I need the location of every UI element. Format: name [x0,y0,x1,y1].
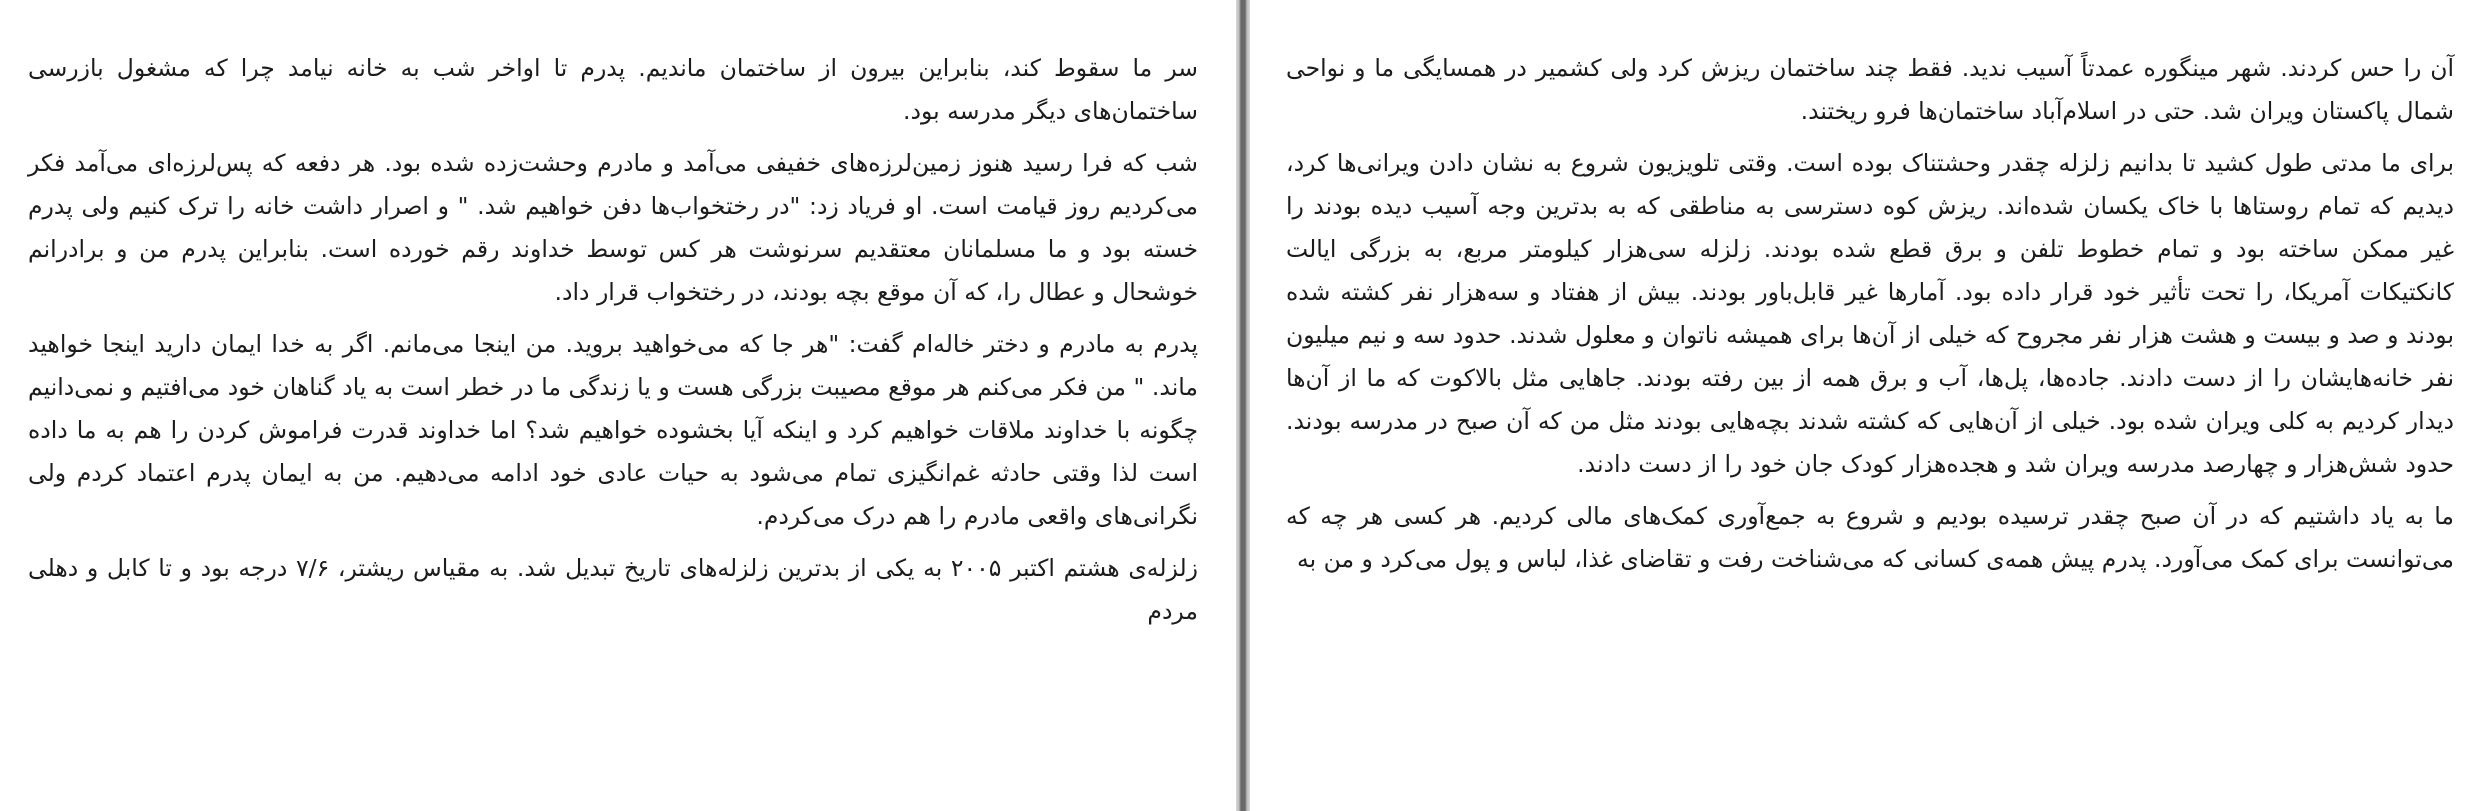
left-page-text [28,47,1198,642]
page-divider [1236,0,1250,811]
left-paragraph-3: پدرم به مادرم و دختر خاله‌ام گفت: "هر جا که می‌خواهید بروید. من اینجا می‌مانم. اگر به خدا ایمان دارید اینجا خواهید ماند. " من فکر می‌کنم هر موقع مصیبت بزرگی هست و یا زندگی ما در خطر است به یاد گناهان خود می‌افتیم و نمی‌دانیم چگونه با خداوند ملاقات خواهیم کرد و اینکه آیا بخشوده خواهیم شد؟ اما خداوند قدرت فراموش کردن را هم به ما داده است لذا وقتی حادثه غم‌انگیزی تمام می‌شود به حیات عادی خود ادامه می‌دهیم. من به ایمان پدرم اعتماد کردم ولی نگرانی‌های واقعی مادرم را هم درک می‌کردم. [28,330,1198,530]
left-paragraph-2: شب که فرا رسید هنوز زمین‌لرزه‌های خفیفی می‌آمد و مادرم وحشت‌زده شده بود. هر دفعه که پس‌لرزه‌ای می‌آمد فکر می‌کردیم روز قیامت است. او فریاد زد: "در رختخواب‌ها دفن خواهیم شد. " و اصرار داشت خانه را ترک کنیم ولی پدرم خسته بود و ما مسلمانان معتقدیم سرنوشت هر کس توسط خداوند رقم خورده است. بنابراین پدرم من و برادرانم خوشحال و عطال را، که آن موقع بچه بودند، در رختخواب قرار داد. [28,149,1198,306]
right-page [1250,0,2482,811]
right-paragraph-1: آن را حس کردند. شهر مینگوره عمدتاً آسیب ندید. فقط چند ساختمان ریزش کرد ولی کشمیر در همسایگی ما و نواحی شمال پاکستان ویران شد. حتی در اسلام‌آباد ساختمان‌ها فرو ریختند. [1286,54,2454,125]
left-paragraph-4: زلزله‌ی هشتم اکتبر ۲۰۰۵ به یکی از بدترین زلزله‌های تاریخ تبدیل شد. به مقیاس ریشتر، ۷/۶ درجه بود و تا کابل و دهلی مردم [28,554,1198,625]
right-paragraph-3: ما به یاد داشتیم که در آن صبح چقدر ترسیده بودیم و شروع به جمع‌آوری کمک‌های مالی کردیم. هر کسی هر چه که می‌توانست برای کمک می‌آورد. پدرم پیش همه‌ی کسانی که می‌شناخت رفت و تقاضای غذا، لباس و پول می‌کرد و من به [1286,502,2454,573]
left-page [0,0,1236,811]
left-paragraph-1: سر ما سقوط کند، بنابراین بیرون از ساختمان ماندیم. پدرم تا اواخر شب به خانه نیامد چرا که مشغول بازرسی ساختمان‌های دیگر مدرسه بود. [28,54,1198,125]
right-paragraph-2: برای ما مدتی طول کشید تا بدانیم زلزله چقدر وحشتناک بوده است. وقتی تلویزیون شروع به نشان دادن ویرانی‌ها کرد، دیدیم که تمام روستاها با خاک یکسان شده‌اند. ریزش کوه دسترسی به مناطقی که به بدترین وجه آسیب دیده بودند را غیر ممکن ساخته بود و تمام خطوط تلفن و برق قطع شده بودند. زلزله سی‌هزار کیلومتر مربع، به بزرگی ایالت کانکتیکات آمریکا، را تحت تأثیر خود قرار داده بود. آمارها غیر قابل‌باور بودند. بیش از هفتاد و سه‌هزار نفر کشته شده بودند و صد و بیست و هشت هزار نفر مجروح که خیلی از آن‌ها برای همیشه ناتوان و معلول شدند. حدود سه و نیم میلیون نفر خانه‌هایشان را از دست دادند. جاده‌ها، پل‌ها، آب و برق همه از بین رفته بودند. جاهایی مثل بالاکوت که ما از آن‌ها دیدار کردیم به کلی ویران شده بود. خیلی از آن‌هایی که کشته شدند بچه‌هایی بودند مثل من که آن صبح در مدرسه بودند. حدود شش‌هزار و چهارصد مدرسه ویران شد و هجده‌هزار کودک جان خود را از دست دادند. [1286,149,2454,478]
right-page-text [1286,47,2454,590]
